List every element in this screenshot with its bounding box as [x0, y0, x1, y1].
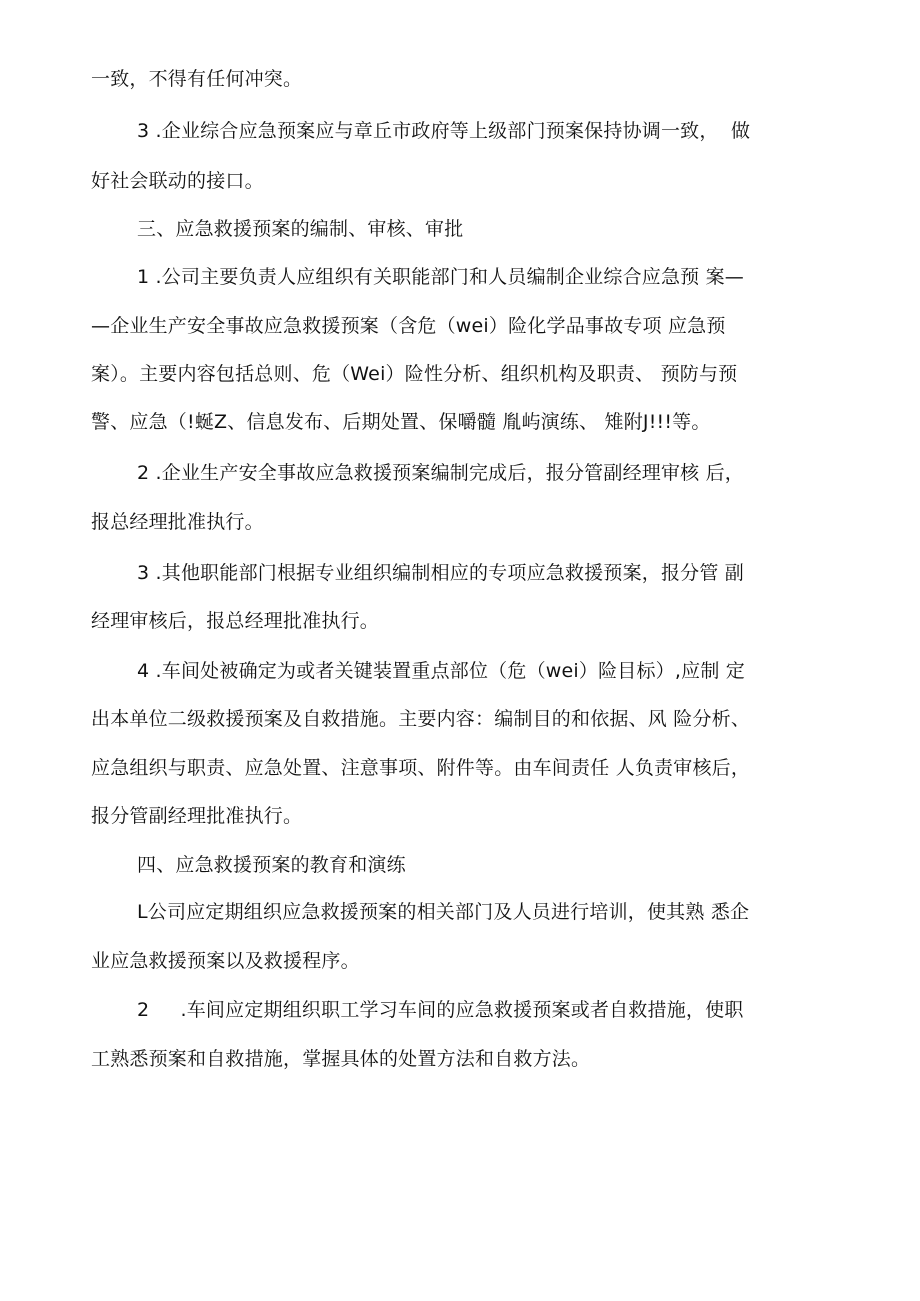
text-line: 案）。主要内容包括总则、危（Wei）险性分析、组织机构及职责、 预防与预 — [91, 363, 738, 385]
text-line: 经理审核后，报总经理批准执行。 — [91, 610, 380, 632]
text-line: 3 .其他职能部门根据专业组织编制相应的专项应急救援预案，报分管 副 — [137, 562, 745, 584]
text-line: 报总经理批准执行。 — [91, 511, 264, 533]
section-heading: 四、应急救援预案的教育和演练 — [137, 854, 406, 876]
text-line: L公司应定期组织应急救援预案的相关部门及人员进行培训，使其熟 悉企 — [137, 901, 750, 923]
text-line: 报分管副经理批准执行。 — [91, 805, 303, 827]
text-line: 3 .企业综合应急预案应与章丘市政府等上级部门预案保持协调一致， 做 — [137, 120, 751, 142]
text-line: 应急组织与职责、应急处置、注意事项、附件等。由车间责任 人负责审核后， — [91, 757, 751, 779]
text-line: 一致，不得有任何冲突。 — [91, 68, 303, 90]
text-line: 业应急救援预案以及救援程序。 — [91, 950, 360, 972]
text-line: 警、应急（!蜒Z、信息发布、后期处置、保嚼髓 胤屿演练、 雉附J!!!等。 — [91, 411, 711, 433]
text-line: 好社会联动的接口。 — [91, 170, 264, 192]
text-line: —企业生产安全事故应急救援预案（含危（wei）险化学品事故专项 应急预 — [91, 315, 726, 337]
text-line: 2 .车间应定期组织职工学习车间的应急救援预案或者自救措施，使职 — [137, 999, 744, 1021]
text-line: 2 .企业生产安全事故应急救援预案编制完成后，报分管副经理审核 后， — [137, 462, 745, 484]
text-line: 1 .公司主要负责人应组织有关职能部门和人员编制企业综合应急预 案— — [137, 266, 745, 288]
text-line: 4 .车间处被确定为或者关键装置重点部位（危（wei）险目标）,应制 定 — [137, 660, 745, 682]
section-heading: 三、应急救援预案的编制、审核、审批 — [137, 218, 464, 240]
text-line: 工熟悉预案和自救措施，掌握具体的处置方法和自救方法。 — [91, 1048, 591, 1070]
text-line: 出本单位二级救援预案及自救措施。主要内容：编制目的和依据、风 险分析、 — [91, 708, 751, 730]
